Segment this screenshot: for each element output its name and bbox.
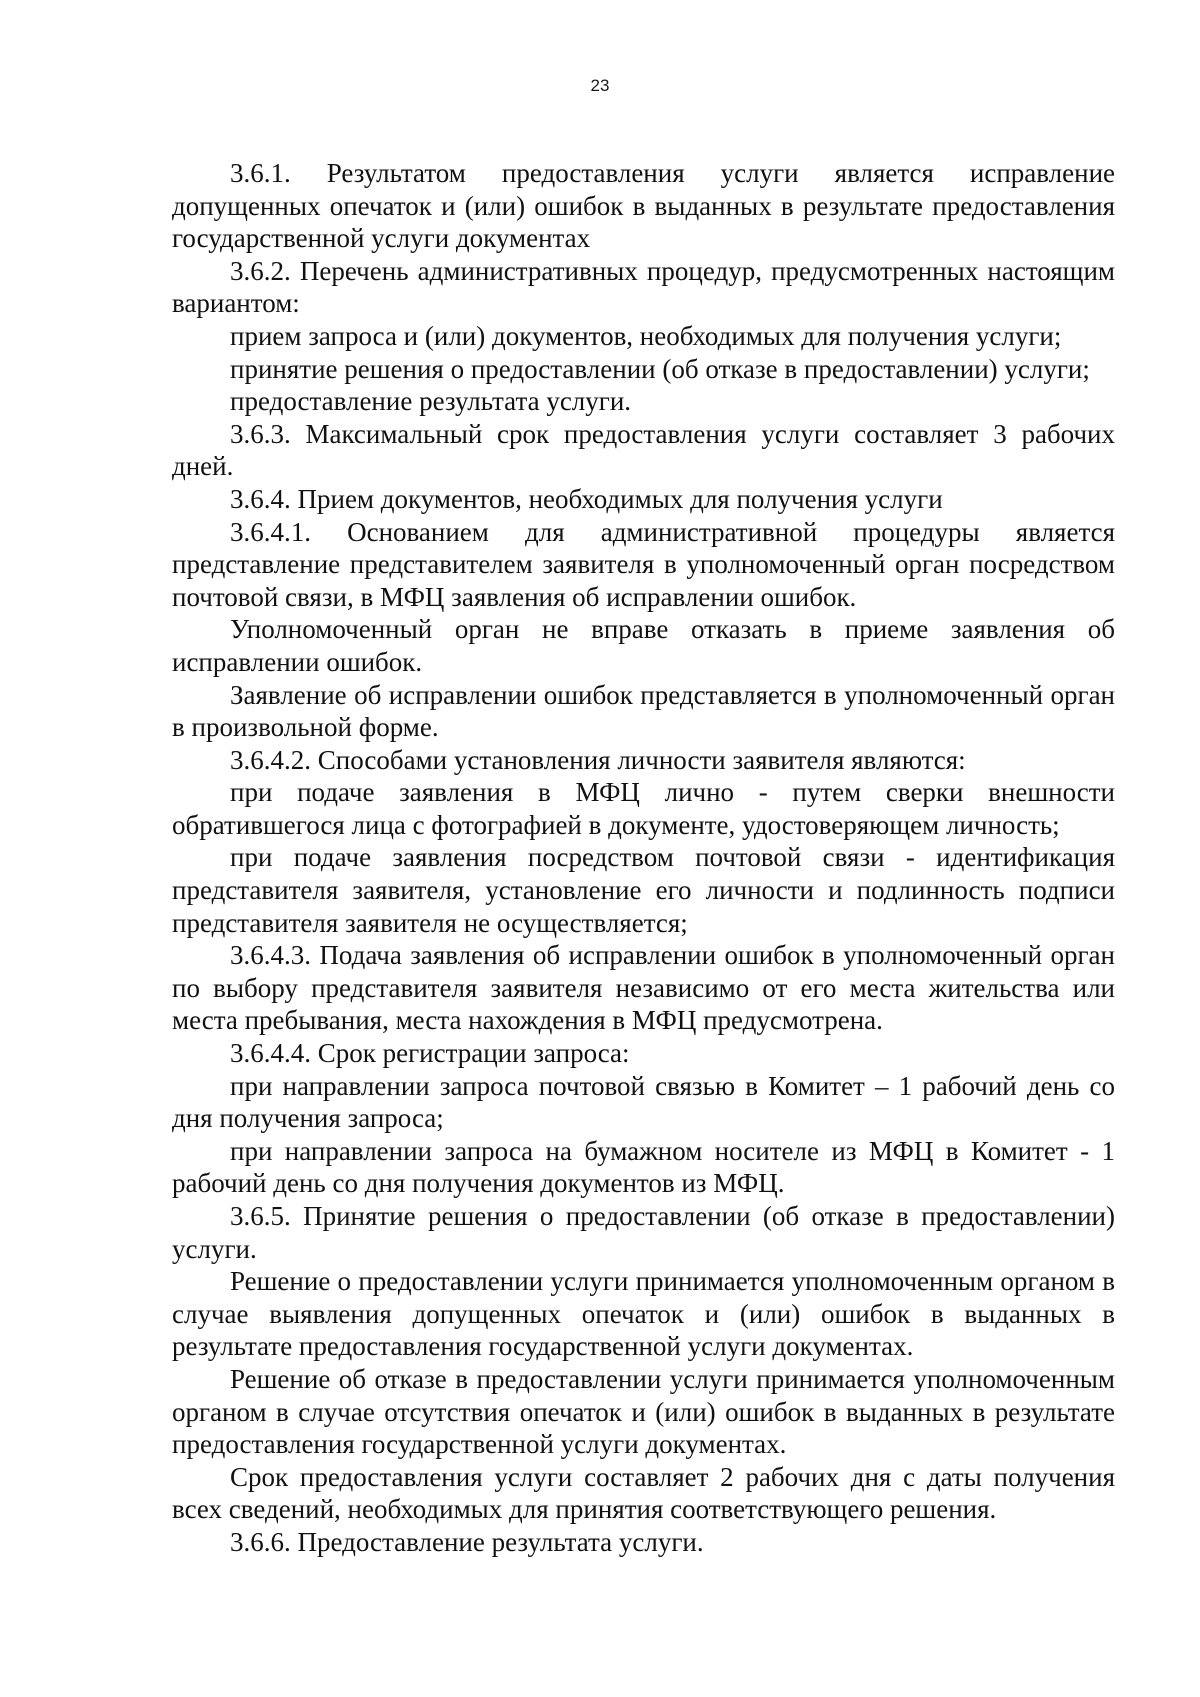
paragraph-mfc-registration: при направлении запроса на бумажном носителе из МФЦ в Комитет - 1 рабочий день со дня получения документов из МФЦ. [172, 1135, 1115, 1199]
paragraph-3-6-2: 3.6.2. Перечень административных процедур, предусмотренных настоящим вариантом: [172, 255, 1115, 319]
paragraph-3-6-4-1: 3.6.4.1. Основанием для административной процедуры является представление представителем заявителя в уполномоченный орган посредством почтовой связи, в МФЦ заявления об исправлении ошибок. [172, 516, 1115, 612]
paragraph-decision-grant: Решение о предоставлении услуги принимается уполномоченным органом в случае выявления допущенных опечаток и (или) ошибок в выданных в результате предоставления государственной услуги документах. [172, 1266, 1115, 1362]
paragraph-3-6-1: 3.6.1. Результатом предоставления услуги является исправление допущенных опечаток и (или) ошибок в выданных в результате предоставления государственной услуги документах [172, 158, 1115, 254]
paragraph-3-6-3: 3.6.3. Максимальный срок предоставления услуги составляет 3 рабочих дней. [172, 418, 1115, 482]
paragraph-3-6-4-4: 3.6.4.4. Срок регистрации запроса: [230, 1038, 630, 1069]
paragraph-decision-term: Срок предоставления услуги составляет 2 рабочих дня с даты получения всех сведений, необходимых для принятия соответствующего решения. [172, 1461, 1115, 1525]
paragraph-in-person: при подаче заявления в МФЦ лично - путем сверки внешности обратившегося лица с фотографией в документе, удостоверяющем личность; [172, 777, 1115, 840]
paragraph-no-refusal: Уполномоченный орган не вправе отказать в приеме заявления об исправлении ошибок. [172, 614, 1115, 677]
page-number: 23 [590, 76, 610, 95]
paragraph-post-registration: при направлении запроса почтовой связью в Комитет – 1 рабочий день со дня получения запроса; [172, 1070, 1115, 1134]
paragraph-3-6-4-3: 3.6.4.3. Подача заявления об исправлении ошибок в уполномоченный орган по выбору представителя заявителя независимо от его места жительства или места пребывания, места нахождения в МФЦ предусмотрена. [172, 940, 1115, 1036]
paragraph-3-6-6: 3.6.6. Предоставление результата услуги. [230, 1526, 704, 1557]
paragraph-3-6-4-2: 3.6.4.2. Способами установления личности заявителя являются: [230, 744, 966, 775]
list-item-procedure-receive: прием запроса и (или) документов, необходимых для получения услуги; [230, 320, 1062, 351]
paragraph-free-form: Заявление об исправлении ошибок представляется в уполномоченный орган в произвольной форме. [172, 679, 1115, 743]
paragraph-3-6-5: 3.6.5. Принятие решения о предоставлении (об отказе в предоставлении) услуги. [172, 1201, 1115, 1264]
list-item-procedure-result: предоставление результата услуги. [230, 386, 632, 417]
paragraph-by-post: при подаче заявления посредством почтовой связи - идентификация представителя заявителя, установление его личности и подлинность подписи представителя заявителя не осуществляется; [172, 842, 1115, 938]
paragraph-3-6-4: 3.6.4. Прием документов, необходимых для получения услуги [230, 483, 943, 514]
paragraph-decision-refuse: Решение об отказе в предоставлении услуги принимается уполномоченным органом в случае отсутствия опечаток и (или) ошибок в выданных в результате предоставления государственной услуги документах. [172, 1363, 1115, 1460]
list-item-procedure-decision: принятие решения о предоставлении (об отказе в предоставлении) услуги; [230, 353, 1090, 384]
document-body [172, 157, 1115, 1559]
